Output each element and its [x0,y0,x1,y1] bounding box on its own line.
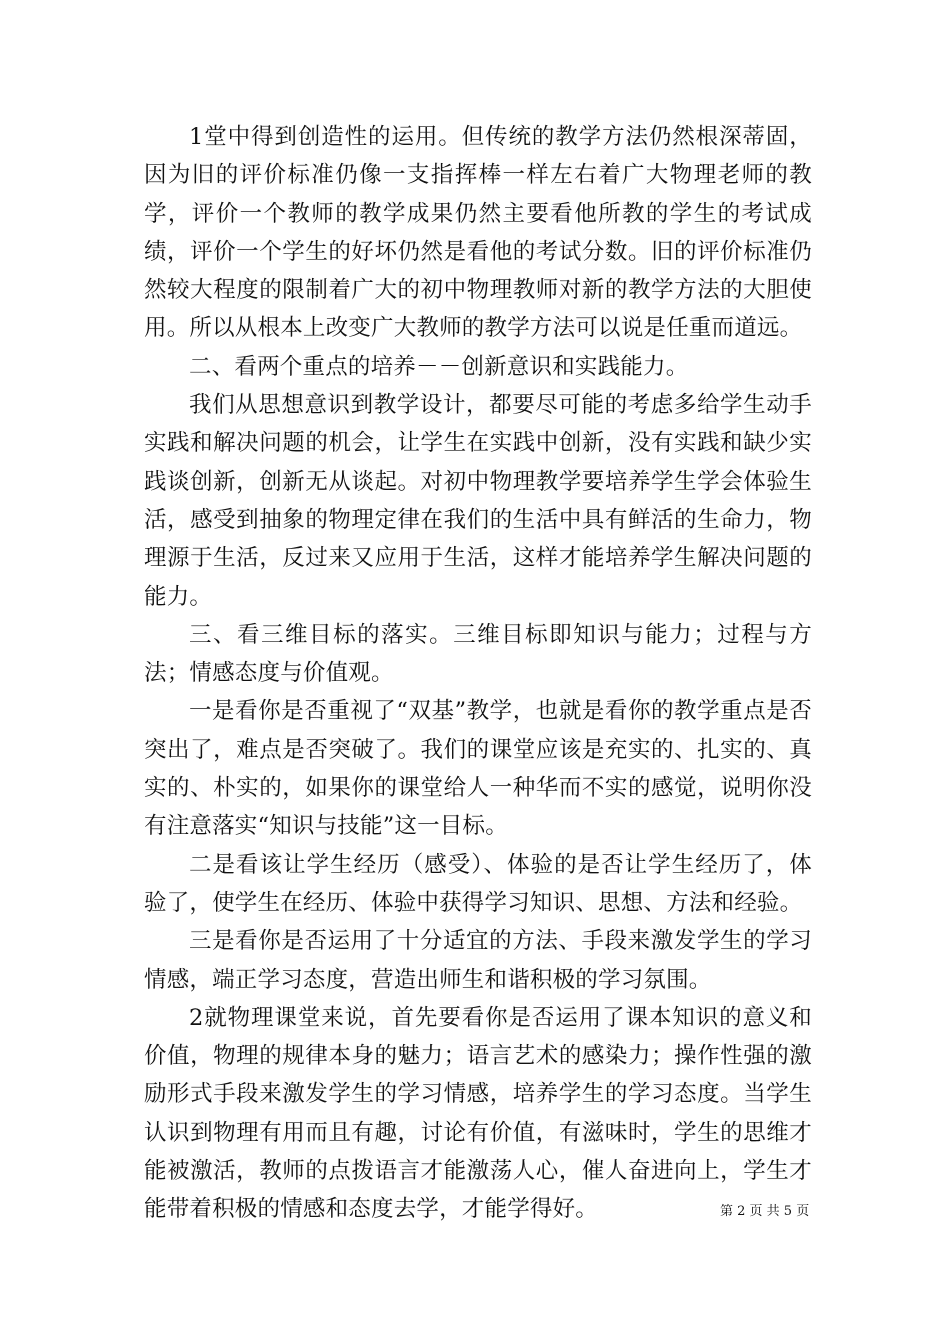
paragraph-7: 三是看你是否运用了十分适宜的方法、手段来激发学生的学习情感，端正学习态度，营造出师生和谐积极的学习氛围。 [144,928,812,993]
paragraph-3: 我们从思想意识到教学设计，都要尽可能的考虑多给学生动手实践和解决问题的机会，让学生在实践中创新，没有实践和缺少实践谈创新，创新无从谈起。对初中物理教学要培养学生学会体验生活，感受到抽象的物理定律在我们的生活中具有鲜活的生命力，物理源于生活，反过来又应用于生活，这样才能培养学生解决问题的能力。 [144,392,812,610]
paragraph-8: 2就物理课堂来说，首先要看你是否运用了课本知识的意义和价值，物理的规律本身的魅力；语言艺术的感染力；操作性强的激励形式手段来激发学生的学习情感，培养学生的学习态度。当学生认识到物理有用而且有趣，讨论有价值，有滋味时，学生的思维才能被激活，教师的点拨语言才能激荡人心，催人奋进向上，学生才能带着积极的情感和态度去学，才能学得好。 [144,1004,812,1223]
paragraph-4-heading: 三、看三维目标的落实。三维目标即知识与能力；过程与方法；情感态度与价值观。 [144,621,812,687]
paragraph-6: 二是看该让学生经历（感受）、体验的是否让学生经历了，体验了，使学生在经历、体验中获得学习知识、思想、方法和经验。 [144,851,812,916]
paragraph-1: 1堂中得到创造性的运用。但传统的教学方法仍然根深蒂固，因为旧的评价标准仍像一支指挥棒一样左右着广大物理老师的教学，评价一个教师的教学成果仍然主要看他所教的学生的考试成绩，评价一个学生的好坏仍然是看他的考试分数。旧的评价标准仍然较大程度的限制着广大的初中物理教师对新的教学方法的大胆使用。所以从根本上改变广大教师的教学方法可以说是任重而道远。 [144,124,812,342]
document-body [144,118,812,1229]
paragraph-5: 一是看你是否重视了“双基”教学，也就是看你的教学重点是否突出了，难点是否突破了。我们的课堂应该是充实的、扎实的、真实的、朴实的，如果你的课堂给人一种华而不实的感觉，说明你没有注意落实“知识与技能”这一目标。 [144,698,812,840]
paragraph-2-heading: 二、看两个重点的培养－－创新意识和实践能力。 [189,353,689,380]
page-number-footer: 第 2 页 共 5 页 [720,1204,810,1219]
